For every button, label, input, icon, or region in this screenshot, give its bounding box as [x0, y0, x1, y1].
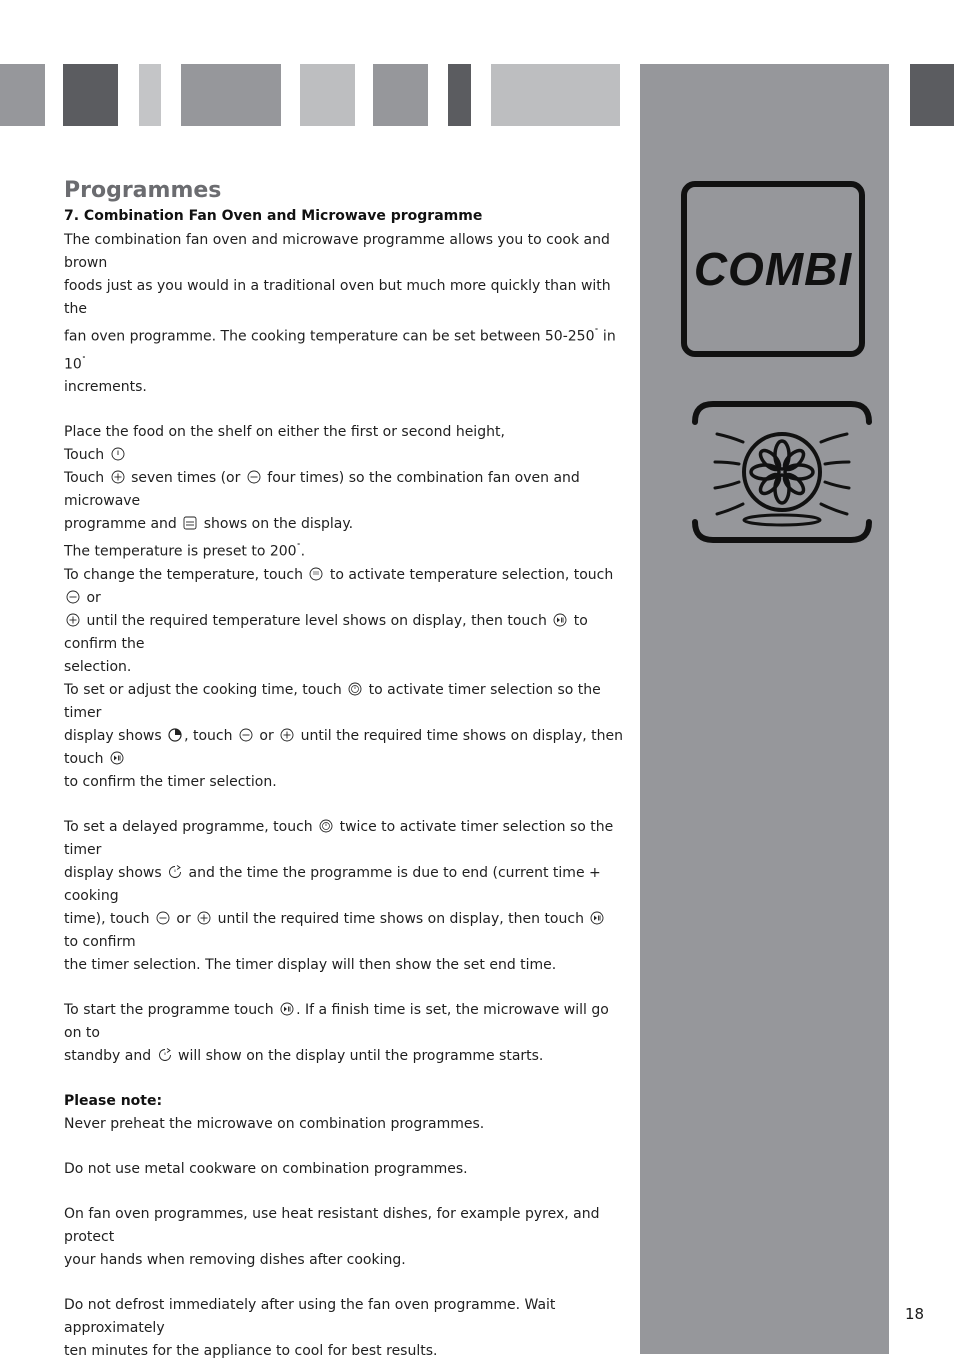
header-bar-1 [0, 64, 45, 126]
intro-line-2: foods just as you would in a traditional oven but much more quickly than with the [64, 278, 611, 317]
header-bar-8 [491, 64, 620, 126]
touch-line: Touch [64, 444, 624, 467]
intro-line-1: The combination fan oven and microwave programme allows you to cook and brown [64, 232, 610, 271]
end-time-icon [168, 865, 182, 879]
power-icon [111, 447, 125, 461]
start-pause-icon [553, 613, 567, 627]
intro-line-4: increments. [64, 379, 147, 396]
header-bar-3 [139, 64, 161, 126]
minus-icon [239, 728, 253, 742]
delayed-line-3: time), touch or until the required time shows on display, then touch to confirm [64, 908, 624, 954]
note-item-4: Do not defrost immediately after using the fan oven programme. Wait approximately [64, 1296, 556, 1336]
change-temperature-line-3: selection. [64, 658, 132, 675]
plus-icon [197, 911, 211, 925]
note-item-1: Never preheat the microwave on combination programmes. [64, 1115, 485, 1132]
preset-temperature-line: The temperature is preset to 200˚. [64, 543, 306, 560]
delayed-line-4: the timer selection. The timer display will then show the set end time. [64, 956, 557, 973]
header-bar-5 [300, 64, 355, 126]
start-pause-icon [110, 751, 124, 765]
header-bar-7 [448, 64, 471, 126]
start-pause-icon [590, 911, 604, 925]
delayed-line-1: To set a delayed programme, touch twice to activate timer selection so the timer [64, 818, 614, 858]
cooking-time-line-1: To set or adjust the cooking time, touch to activate timer selection so the timer [64, 681, 601, 721]
timer-icon [319, 819, 333, 833]
timer-icon [348, 682, 362, 696]
page-title: Programmes [64, 178, 222, 203]
note-item-3-cont: your hands when removing dishes after cooking. [64, 1251, 406, 1268]
cooking-time-line-3: to confirm the timer selection. [64, 773, 277, 790]
change-temperature-line-2: until the required temperature level shows on display, then touch to confirm the [64, 612, 588, 652]
plus-icon [66, 613, 80, 627]
minus-icon [156, 911, 170, 925]
place-food-text: Place the food on the shelf on either the first or second height, [64, 424, 505, 441]
note-item-4-cont: ten minutes for the appliance to cool for best results. [64, 1342, 438, 1359]
section-heading: 7. Combination Fan Oven and Microwave programme [64, 208, 483, 224]
header-bar-9 [910, 64, 954, 126]
header-bar-4 [181, 64, 281, 126]
end-time-icon [158, 1048, 172, 1062]
note-item-2: Do not use metal cookware on combination programmes. [64, 1160, 468, 1177]
minus-icon [247, 470, 261, 484]
note-item-3: On fan oven programmes, use heat resistant dishes, for example pyrex, and protect [64, 1205, 600, 1245]
start-pause-icon [280, 1002, 294, 1016]
intro-line-3: fan oven programme. The cooking temperature can be set between 50-250˚ in 10˚ [64, 328, 616, 373]
minus-icon [66, 590, 80, 604]
cooking-time-line-2: display shows , touch or until the required time shows on display, then touch [64, 727, 623, 767]
start-line-2: standby and will show on the display until the programme starts. [64, 1047, 544, 1064]
touch-plus-line: Touch seven times (or four times) so the combination fan oven and microwave [64, 470, 580, 510]
page-number: 18 [905, 1305, 925, 1323]
note-heading: Please note: [64, 1092, 163, 1109]
plus-icon [280, 728, 294, 742]
header-bar-2 [63, 64, 118, 126]
programme-shows-line: programme and shows on the display. [64, 516, 354, 533]
duration-icon [168, 728, 182, 742]
main-content [64, 176, 624, 1363]
temperature-icon [309, 567, 323, 581]
plus-icon [111, 470, 125, 484]
combi-mode-icon [183, 516, 197, 530]
combi-label: COMBI [693, 243, 853, 295]
start-line-1: To start the programme touch . If a finish time is set, the microwave will go on to [64, 1001, 609, 1041]
delayed-line-2: display shows and the time the programme is due to end (current time + cooking [64, 864, 601, 904]
fan-oven-microwave-icon [691, 400, 873, 545]
header-bar-6 [373, 64, 428, 126]
change-temperature-line-1: To change the temperature, touch to activate temperature selection, touch or [64, 566, 614, 606]
combi-symbol [681, 181, 865, 357]
